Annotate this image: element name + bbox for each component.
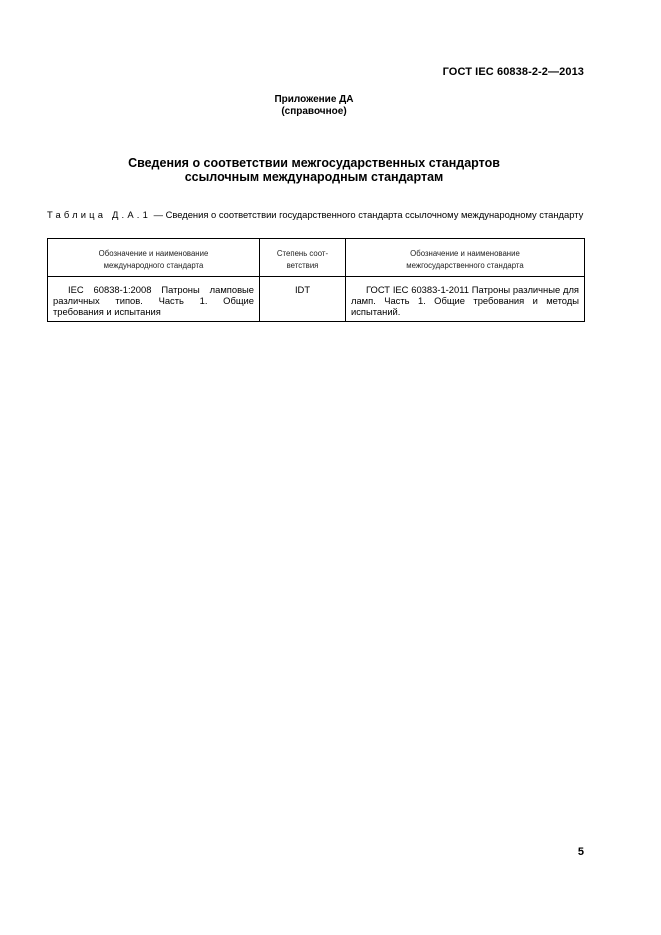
cell-international-standard: IEC 60838-1:2008 Патроны ламповые различных типов. Часть 1. Общие требования и испытания (48, 277, 260, 322)
table-header-row (48, 239, 585, 277)
table-caption-text: — Сведения о соответствии государственного стандарта ссылочному международному стандарту (151, 209, 584, 220)
appendix-title: Приложение ДА (274, 94, 354, 105)
cell-degree: IDT (260, 277, 346, 322)
table-row (48, 277, 585, 322)
appendix-type: (справочное) (281, 106, 347, 117)
appendix-heading (0, 94, 628, 118)
correspondence-table (47, 238, 585, 322)
header-degree-of-correspondence: Степень соот- ветствия (260, 239, 346, 277)
header-interstate-standard: Обозначение и наименование межгосударственного стандарта (346, 239, 585, 277)
section-title-line-2: ссылочным международным стандартам (184, 170, 444, 184)
page-number: 5 (577, 846, 584, 858)
document-code: ГОСТ IEC 60838-2-2—2013 (442, 66, 584, 78)
section-title (0, 156, 628, 184)
header-international-standard: Обозначение и наименование международного стандарта (48, 239, 260, 277)
section-title-line-1: Сведения о соответствии межгосударственных стандартов (128, 156, 500, 170)
cell-interstate-standard: ГОСТ IEC 60383-1-2011 Патроны различные для ламп. Часть 1. Общие требования и методы испытаний. (346, 277, 585, 322)
table-caption (47, 209, 587, 220)
table-caption-label: Таблица Д.А.1 (47, 209, 151, 220)
